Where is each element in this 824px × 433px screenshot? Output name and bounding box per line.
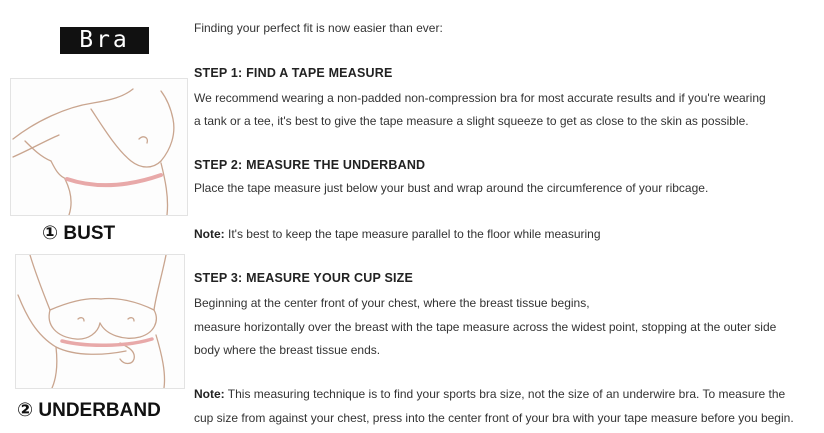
note2-label: Note:: [194, 387, 225, 401]
step3-title: STEP 3: MEASURE YOUR CUP SIZE: [194, 271, 414, 285]
step2-line-1: Place the tape measure just below your bust and wrap around the circumference of your ribcage.: [194, 181, 709, 195]
step2-title: STEP 2: MEASURE THE UNDERBAND: [194, 158, 426, 172]
step3-line-3: body where the breast tissue ends.: [194, 343, 381, 357]
underband-caption: [17, 399, 161, 422]
underband-illustration: [15, 254, 185, 389]
step1-title: STEP 1: FIND A TAPE MEASURE: [194, 66, 393, 80]
bust-label: BUST: [63, 223, 116, 244]
note1-text: It's best to keep the tape measure parallel to the floor while measuring: [224, 227, 601, 241]
note2-line-2: cup size from against your chest, press into the center front of your bra with your tape measure before you begin.: [194, 411, 794, 425]
bust-caption: [42, 222, 115, 245]
note1-label: Note:: [194, 227, 225, 241]
bust-number: ①: [42, 223, 59, 244]
note1: [194, 227, 601, 241]
intro-text: Finding your perfect fit is now easier than ever:: [194, 21, 443, 35]
bra-badge: Bra: [60, 27, 149, 54]
underband-number: ②: [17, 400, 34, 421]
note2-text-1: This measuring technique is to find your sports bra size, not the size of an underwire bra. To measure the: [224, 387, 786, 401]
step3-line-2: measure horizontally over the breast with the tape measure across the widest point, stopping at the outer side: [194, 320, 777, 334]
note2-line-1: [194, 387, 785, 401]
step3-line-1: Beginning at the center front of your chest, where the breast tissue begins,: [194, 296, 590, 310]
step1-line-2: a tank or a tee, it's best to give the tape measure a slight squeeze to get as close to the skin as possible.: [194, 114, 749, 128]
bust-figure-icon: [11, 79, 187, 215]
underband-figure-icon: [16, 255, 184, 388]
sidebar: [0, 0, 190, 433]
step1-line-1: We recommend wearing a non-padded non-compression bra for most accurate results and if you're wearing: [194, 91, 766, 105]
underband-label: UNDERBAND: [38, 400, 161, 421]
bust-illustration: [10, 78, 188, 216]
